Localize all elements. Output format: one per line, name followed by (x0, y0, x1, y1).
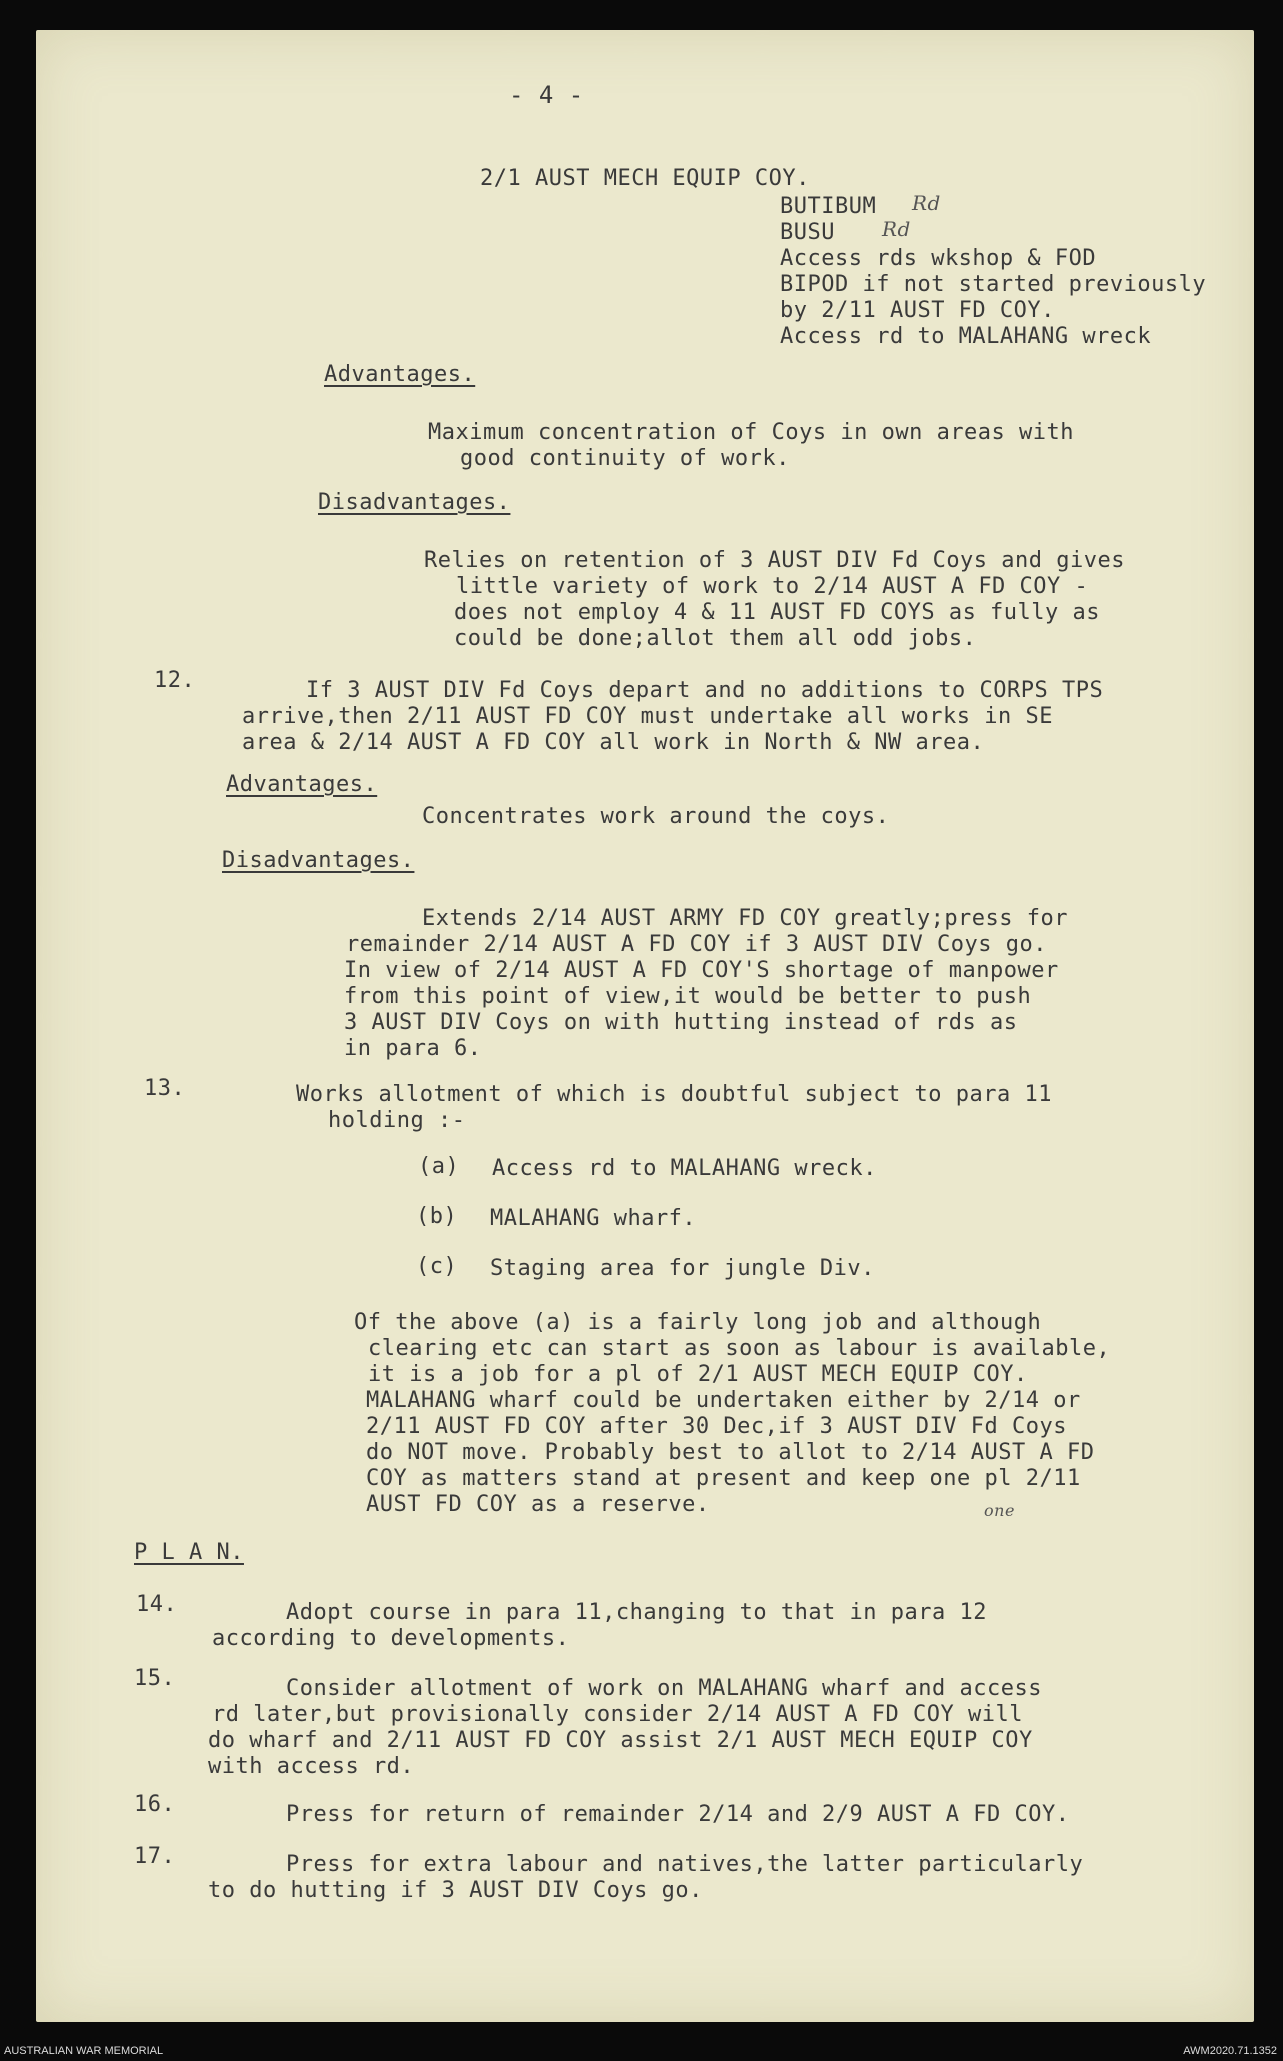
handwritten-rd: Rd (912, 191, 941, 215)
disadvantages-text: In view of 2/14 AUST A FD COY'S shortage of manpower (344, 958, 1059, 983)
para-text: area & 2/14 AUST A FD COY all work in North & NW area. (242, 730, 985, 755)
item-text: Staging area for jungle Div. (490, 1256, 875, 1281)
disadvantages-label: Disadvantages. (318, 490, 511, 515)
disadvantages-text: from this point of view,it would be better to push (344, 984, 1032, 1009)
para-number: 13. (144, 1076, 186, 1101)
footer-right: AWM2020.71.1352 (1183, 2045, 1277, 2057)
para-number: 12. (154, 668, 196, 693)
advantages-label: Advantages. (226, 772, 378, 797)
advantages-label: Advantages. (324, 362, 476, 387)
para-text: to do hutting if 3 AUST DIV Coys go. (208, 1878, 703, 1903)
plan-heading: P L A N. (134, 1540, 244, 1565)
note-text: AUST FD COY as a reserve. (366, 1492, 710, 1517)
para-text: Consider allotment of work on MALAHANG wharf and access (286, 1676, 1042, 1701)
coy-item: Access rds wkshop & FOD (780, 246, 1097, 271)
note-text: COY as matters stand at present and keep one pl 2/11 (366, 1466, 1081, 1491)
para-text: according to developments. (212, 1626, 570, 1651)
disadvantages-text: little variety of work to 2/14 AUST A FD COY - (456, 574, 1089, 599)
note-text: Of the above (a) is a fairly long job and although (354, 1310, 1042, 1335)
disadvantages-text: remainder 2/14 AUST A FD COY if 3 AUST DIV Coys go. (346, 932, 1048, 957)
para-text: with access rd. (208, 1754, 415, 1779)
para-number: 17. (134, 1844, 176, 1869)
item-text: MALAHANG wharf. (490, 1206, 697, 1231)
disadvantages-text: 3 AUST DIV Coys on with hutting instead of rds as (344, 1010, 1018, 1035)
coy-item: Access rd to MALAHANG wreck (780, 324, 1152, 349)
coy-item: by 2/11 AUST FD COY. (780, 298, 1055, 323)
page-number: - 4 - (509, 81, 584, 109)
footer-left: AUSTRALIAN WAR MEMORIAL (4, 2045, 164, 2057)
item-label: (b) (416, 1204, 458, 1229)
para-text: Adopt course in para 11,changing to that in para 12 (286, 1600, 988, 1625)
disadvantages-label: Disadvantages. (222, 848, 415, 873)
handwritten-one: one (984, 1501, 1015, 1520)
note-text: clearing etc can start as soon as labour is available, (368, 1336, 1111, 1361)
disadvantages-text: Extends 2/14 AUST ARMY FD COY greatly;press for (422, 906, 1069, 931)
disadvantages-text: could be done;allot them all odd jobs. (454, 626, 977, 651)
para-text: Works allotment of which is doubtful subject to para 11 (296, 1082, 1052, 1107)
para-text: Press for return of remainder 2/14 and 2/9 AUST A FD COY. (286, 1802, 1070, 1827)
note-text: do NOT move. Probably best to allot to 2/14 AUST A FD (366, 1440, 1095, 1465)
note-text: it is a job for a pl of 2/1 AUST MECH EQUIP COY. (368, 1362, 1028, 1387)
note-text: MALAHANG wharf could be undertaken either by 2/14 or (366, 1388, 1081, 1413)
item-text: Access rd to MALAHANG wreck. (492, 1156, 877, 1181)
disadvantages-text: in para 6. (344, 1036, 482, 1061)
document-page (36, 30, 1254, 2022)
coy-item: BUTIBUM (780, 194, 877, 219)
coy-item: BUSU (780, 220, 835, 245)
para-number: 16. (134, 1792, 176, 1817)
coy-item: BIPOD if not started previously (780, 272, 1207, 297)
coy-heading: 2/1 AUST MECH EQUIP COY. (480, 166, 810, 191)
para-text: arrive,then 2/11 AUST FD COY must undertake all works in SE (242, 704, 1053, 729)
para-text: rd later,but provisionally consider 2/14 AUST A FD COY will (212, 1702, 1023, 1727)
advantages-text: Concentrates work around the coys. (422, 804, 890, 829)
para-text: holding :- (328, 1108, 466, 1133)
handwritten-rd: Rd (882, 217, 911, 241)
para-number: 14. (136, 1592, 178, 1617)
para-text: If 3 AUST DIV Fd Coys depart and no additions to CORPS TPS (306, 678, 1104, 703)
para-number: 15. (134, 1666, 176, 1691)
item-label: (c) (416, 1254, 458, 1279)
para-text: Press for extra labour and natives,the latter particularly (286, 1852, 1084, 1877)
item-label: (a) (418, 1154, 460, 1179)
disadvantages-text: does not employ 4 & 11 AUST FD COYS as fully as (454, 600, 1101, 625)
note-text: 2/11 AUST FD COY after 30 Dec,if 3 AUST DIV Fd Coys (366, 1414, 1068, 1439)
para-text: do wharf and 2/11 AUST FD COY assist 2/1 AUST MECH EQUIP COY (208, 1728, 1033, 1753)
advantages-text: good continuity of work. (460, 446, 790, 471)
advantages-text: Maximum concentration of Coys in own areas with (428, 420, 1075, 445)
disadvantages-text: Relies on retention of 3 AUST DIV Fd Coys and gives (424, 548, 1126, 573)
